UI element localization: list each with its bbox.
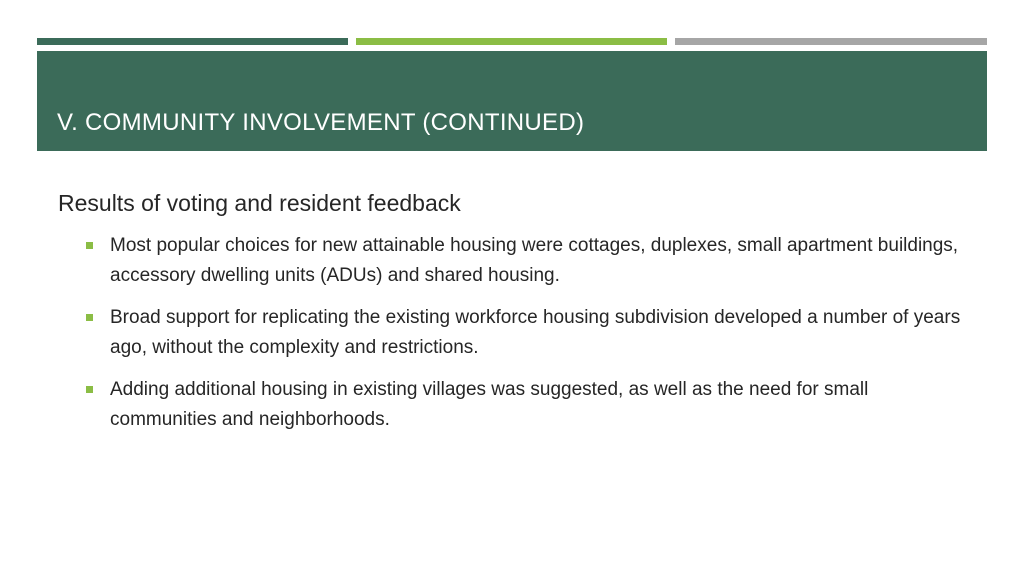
accent-bars — [37, 38, 987, 45]
bullet-text: Broad support for replicating the existing workforce housing subdivision developed a number of years ago, without the complexity and restrictions. — [110, 307, 961, 358]
accent-bar-light-green — [356, 38, 667, 45]
square-bullet-icon — [86, 386, 93, 393]
slide-subtitle: Results of voting and resident feedback — [58, 190, 461, 216]
bullet-text: Most popular choices for new attainable housing were cottages, duplexes, small apartment buildings, accessory dwelling units (ADUs) and shared housing. — [110, 235, 959, 286]
slide-content — [58, 190, 978, 447]
accent-bar-dark-green — [37, 38, 348, 45]
bullet-text: Adding additional housing in existing villages was suggested, as well as the need for small communities and neighborhoods. — [110, 379, 869, 430]
slide-title: V. COMMUNITY INVOLVEMENT (CONTINUED) — [57, 109, 585, 136]
accent-bar-gray — [675, 38, 987, 45]
bullet-list — [58, 231, 978, 435]
square-bullet-icon — [86, 314, 93, 321]
title-band — [37, 51, 987, 151]
bullet-item — [58, 231, 978, 291]
bullet-item — [58, 303, 978, 363]
bullet-item — [58, 375, 978, 435]
square-bullet-icon — [86, 242, 93, 249]
